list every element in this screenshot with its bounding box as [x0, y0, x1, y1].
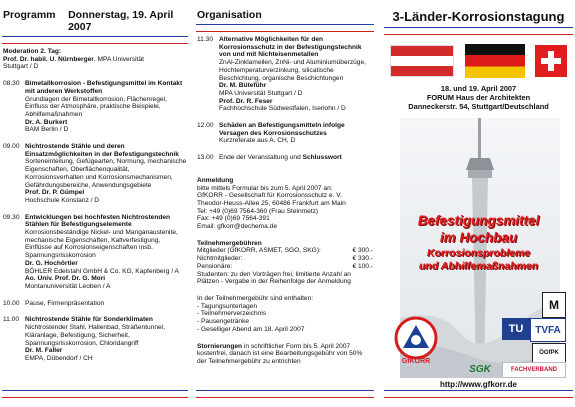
talk-item: [3, 316, 187, 362]
fees-title: Teilnehmergebühren: [197, 239, 262, 247]
theme-subtitle-2: und Abhilfemaßnahmen: [418, 260, 539, 272]
talk-speaker: Prof. Dr. P. Gümpel: [25, 189, 85, 197]
talk-desc: Sorteneinteilung, Gefügearten, Normung, mechanische Eigenschaften, Oberflächenqualität, Korrosionsverhalten und Korrosionsmechanismen, Gefährdungsbereiche, Anwendungsgebiete: [25, 158, 187, 189]
gfkorr-logo-label: GfKORR: [401, 358, 431, 365]
austria-flag-icon: [390, 45, 454, 77]
theme-title-2: im Hochbau: [439, 230, 518, 245]
storno-text: in schriftlicher Form bis 5. April 2007 kostenfrei, danach ist eine Bearbeitungsgebühr von 50% der Teilnehmergebühr zu entrichten: [197, 342, 363, 365]
talk-speaker: Dr. M. Büteführ: [219, 82, 267, 90]
organisation-title: Organisation: [197, 9, 262, 21]
talk-org: EMPA, Dübendorf / CH: [25, 354, 93, 362]
moderation-city: Stuttgart / D: [3, 63, 39, 71]
talk-speaker-2: Prof. Dr. R. Feser: [219, 97, 273, 105]
talk-item: [197, 122, 373, 145]
footer-stripes: [2, 390, 188, 398]
anmeldung-line: Tel: +49 (0)69 7564-360 (Frau Steinmetz): [197, 207, 319, 215]
sgk-logo: SGK: [469, 363, 491, 375]
tvfa-logo: TVFA: [530, 318, 566, 342]
header-stripes: [384, 27, 573, 35]
cover-column: [382, 0, 575, 407]
program-date: Donnerstag, 19. April 2007: [68, 9, 174, 33]
talk-desc: Kurzreferate aus A, CH, D: [219, 137, 296, 145]
moderation-block: [3, 48, 187, 71]
moderation-name: Prof. Dr. habil. U. Nürnberger: [3, 55, 94, 63]
header-stripes: [196, 24, 374, 32]
talk-desc: Nichtrostender Stahl, Hallenbad, Straßentunnel, Kläranlage, Befestigung, Sicherheit, Spannungsrisskorrosion, Chloridangriff: [25, 324, 166, 347]
fee-row: Mitglieder (GfKORR, ASMET, SGO, SKG): € 300.-: [197, 247, 373, 255]
program-title: Programm: [3, 9, 56, 21]
talk-speaker: Dr. G. Hochörtler: [25, 259, 78, 267]
talk-title: Schäden an Befestigungsmitteln infolge Versagen des Korrosionsschutzes: [219, 122, 345, 137]
talk-item: [3, 80, 187, 134]
talk-desc: ZnAl-Zinklamellen, ZnNi- und Aluminiumüberzüge, Hochtemperaturverzinkung, silicatische Beschichtung, organische Beschichtungen: [219, 59, 366, 82]
germany-flag-icon: [465, 44, 525, 78]
theme-title-1: Befestigungsmittel: [417, 213, 540, 228]
anmeldung-line: Email: gfkorr@dechema.de: [197, 223, 277, 231]
gfkorr-logo-icon: [394, 316, 438, 360]
organisation-column: [194, 0, 376, 407]
included-block: [197, 295, 373, 334]
organisation-body: [194, 32, 376, 366]
talk-title: Alternative Möglichkeiten für den Korrosionsschutz in der Befestigungstechnik von und mit Nichteisenmetallen: [219, 36, 362, 59]
talk-title: Bimetallkorrosion - Befestigungsmittel im Kontakt mit anderen Werkstoffen: [25, 80, 183, 95]
talk-time: 10.00: [3, 299, 20, 307]
talk-item: [3, 214, 187, 291]
included-intro: In der Teilnehmergebühr sind enthalten:: [197, 294, 314, 302]
program-column: [0, 0, 190, 407]
m-logo: M: [542, 292, 566, 318]
storno-title: Stornierungen: [197, 342, 243, 350]
talk-time: 09.00: [3, 143, 20, 151]
venue-address: Danneckerstr. 54, Stuttgart/Deutschland: [408, 102, 549, 111]
talk-org-2: Fachhochschule Südwestfalen, Iserlohn / D: [219, 105, 346, 113]
talk-org-2: Montanuniversität Leoben / A: [25, 282, 111, 290]
talk-time: 13.00: [197, 154, 214, 162]
fees-note: Studenten: zu den Vorträgen frei, limitierte Anzahl an Plätzen - Vergabe in der Reihenfolge der Anmeldung: [197, 270, 351, 286]
fee-row: Pensionäre: € 100.-: [197, 262, 373, 270]
moderation-org: , MPA Universität: [93, 55, 144, 63]
venue-block: [382, 80, 575, 111]
fachverband-logo: FACHVERBAND: [502, 362, 566, 378]
talk-desc: Korrosionsbeständige Nickel- und Manganaustenite, mechanische Eigenschaften, Kaltverfestigung, Einflüsse auf Korrosionseigenschaften insb. Spannungsrisskorrosion: [25, 229, 178, 260]
tu-logo: TU: [502, 318, 530, 340]
oegfpk-logo: ÖGfPK: [532, 343, 566, 363]
talk-desc: Grundlagen der Bimetallkorrosion, Flächenregel, Einfluss der Atmosphäre, praktische Beispiele, Abhilfemaßnahmen: [25, 95, 167, 118]
talk-title: Nichtrostende Stähle und deren Einsatzmöglichkeiten in der Befestigungstechnik: [25, 143, 179, 158]
footer-stripes: [196, 390, 374, 398]
header-stripes: [2, 36, 188, 44]
included-item: - Pausengetränke: [197, 318, 373, 326]
moderation-label: Moderation 2. Tag:: [3, 48, 62, 55]
talk-title: Nichtrostende Stähle für Sonderklimaten: [25, 316, 153, 324]
organisation-header: [194, 0, 376, 21]
anmeldung-block: [197, 177, 373, 231]
theme-subtitle-1: Korrosionsprobleme: [426, 247, 531, 259]
included-item: - Tagungsunterlagen: [197, 303, 373, 311]
talk-time: 11.00: [3, 316, 20, 324]
anmeldung-line: GfKORR - Gesellschaft für Korrosionsschutz e. V.: [197, 192, 342, 200]
talk-item: [3, 143, 187, 205]
talk-org: Hochschule Konstanz / D: [25, 196, 100, 204]
talk-speaker: Dr. M. Faller: [25, 347, 63, 355]
anmeldung-line: Theodor-Heuss-Allee 25, 60486 Frankfurt am Main: [197, 199, 346, 207]
anmeldung-title: Anmeldung: [197, 176, 234, 184]
venue-name: FORUM Haus der Architekten: [426, 93, 531, 102]
talk-org: MPA Universität Stuttgart / D: [219, 89, 303, 97]
program-body: [0, 44, 190, 363]
conference-date: 18. und 19. April 2007: [440, 84, 517, 93]
talk-time: 11.30: [197, 36, 214, 43]
program-header: [0, 0, 190, 33]
included-item: - Teilnehmerverzeichnis: [197, 310, 373, 318]
talk-time: 12.00: [197, 122, 214, 130]
talk-org: BÖHLER Edelstahl GmbH & Co. KG, Kapfenberg / A: [25, 267, 179, 275]
website-link[interactable]: http://www.gfkorr.de: [439, 380, 518, 389]
talk-time: 09.30: [3, 213, 20, 221]
talk-plain-bold: Schlusswort: [302, 154, 342, 162]
anmeldung-line: Fax: +49 (0)69 7564-391: [197, 215, 270, 223]
talk-speaker: Dr. A. Burkert: [25, 118, 68, 126]
storno-block: [197, 343, 373, 366]
anmeldung-line: bitte mittels Formular bis zum 5. April 2007 an:: [197, 184, 333, 192]
talk-speaker-2: Ao. Univ. Prof. Dr. G. Mori: [25, 275, 106, 283]
fees-block: [197, 240, 373, 286]
talk-plain: Pause, Firmenpräsentation: [25, 299, 105, 307]
talk-plain: Ende der Veranstaltung und: [219, 154, 303, 162]
conference-title: 3-Länder-Korrosionstagung: [392, 9, 565, 24]
talk-title: Entwicklungen bei hochfesten Nichtrostenden Stählen für Befestigungselemente: [25, 213, 171, 229]
talk-org: BAM Berlin / D: [25, 126, 69, 134]
talk-item: [197, 154, 373, 162]
country-flags: [382, 35, 575, 80]
footer-stripes: [384, 390, 573, 398]
talk-item: [197, 36, 373, 113]
included-item: - Geselliger Abend am 18. April 2007: [197, 326, 373, 334]
switzerland-flag-icon: [535, 45, 567, 77]
talk-item: [3, 300, 187, 308]
talk-time: 08.30: [3, 80, 20, 88]
fee-row: Nichtmitglieder: € 330.-: [197, 255, 373, 263]
